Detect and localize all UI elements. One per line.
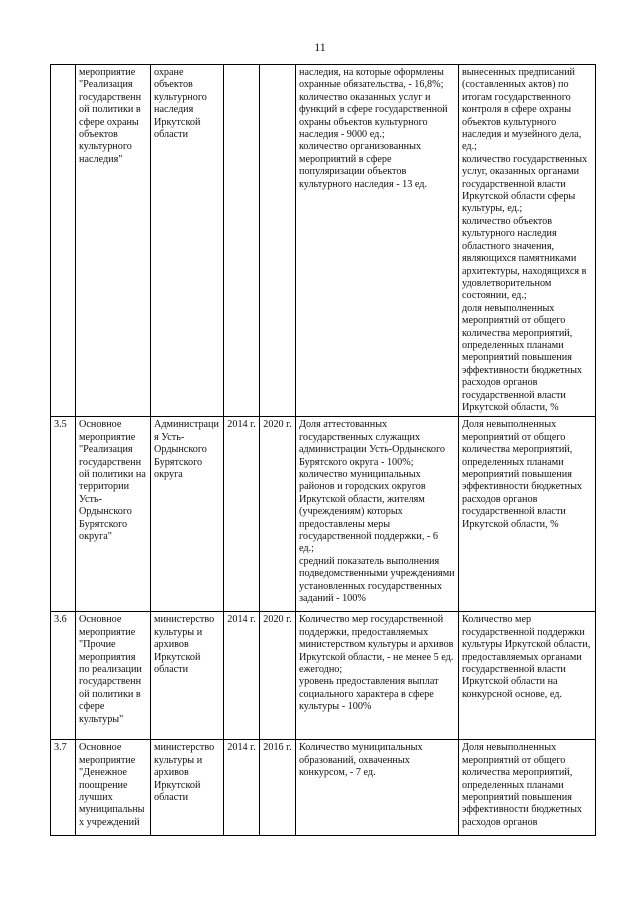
expected-results: Количество мер государственной поддержки, предоставляемых министерством культуры и архивов Иркутской области, - не менее 5 ед. ежегодно; уровень предоставления выплат социального характера в сфере культуры - 100% <box>296 612 459 740</box>
measure-name: Основное мероприятие "Прочие мероприятия по реализации государственн ой политики в сфере культуры" <box>76 612 151 740</box>
table-row <box>51 417 596 612</box>
expected-results: Количество муниципальных образований, охваченных конкурсом, - 7 ед. <box>296 740 459 836</box>
row-number <box>51 65 76 417</box>
start-year: 2014 г. <box>224 740 260 836</box>
measure-name: Основное мероприятие "Денежное поощрение лучших муниципальны х учреждений <box>76 740 151 836</box>
target-indicators: Доля невыполненных мероприятий от общего количества мероприятий, определенных планами мероприятий повышения эффективности бюджетных расходов органов государственной власти Иркутской области, % <box>459 417 596 612</box>
measure-name: Основное мероприятие "Реализация государственн ой политики на территории Усть-Ордынского Бурятского округа" <box>76 417 151 612</box>
row-number: 3.5 <box>51 417 76 612</box>
table-row <box>51 612 596 740</box>
end-year <box>260 65 296 417</box>
start-year: 2014 г. <box>224 417 260 612</box>
executor: министерство культуры и архивов Иркутской области <box>151 740 224 836</box>
start-year <box>224 65 260 417</box>
measure-name: мероприятие "Реализация государственн ой политики в сфере охраны объектов культурного наследия" <box>76 65 151 417</box>
executor: министерство культуры и архивов Иркутской области <box>151 612 224 740</box>
program-measures-table <box>50 64 596 836</box>
target-indicators: вынесенных предписаний (составленных актов) по итогам государственного контроля в сфере охраны объектов культурного наследия и музейного дела, ед.; количество государственных услуг, оказанных органами государственной власти Иркутской области сферы культуры, ед.; количество объектов культурного наследия областного значения, являющихся памятниками архитектуры, находящихся в удовлетворительном состоянии, ед.; доля невыполненных мероприятий от общего количества мероприятий, определенных планами мероприятий повышения эффективности бюджетных расходов органов государственной власти Иркутской области, % <box>459 65 596 417</box>
executor: Администраци я Усть-Ордынского Бурятского округа <box>151 417 224 612</box>
expected-results: наследия, на которые оформлены охранные обязательства, - 16,8%; количество оказанных услуг и функций в сфере государственной охраны объектов культурного наследия - 9000 ед.; количество организованных мероприятий в сфере популяризации объектов культурного наследия - 13 ед. <box>296 65 459 417</box>
start-year: 2014 г. <box>224 612 260 740</box>
target-indicators: Количество мер государственной поддержки культуры Иркутской области, предоставляемых органами государственной власти Иркутской области на конкурсной основе, ед. <box>459 612 596 740</box>
expected-results: Доля аттестованных государственных служащих администрации Усть-Ордынского Бурятского округа - 100%; количество муниципальных районов и городских округов Иркутской области, жителям (учреждениям) которых предоставлены меры государственной поддержки, - 6 ед.; средний показатель выполнения подведомственными учреждениями установленных государственных заданий - 100% <box>296 417 459 612</box>
table-row <box>51 740 596 836</box>
executor: охране объектов культурного наследия Иркутской области <box>151 65 224 417</box>
end-year: 2020 г. <box>260 612 296 740</box>
end-year: 2020 г. <box>260 417 296 612</box>
target-indicators: Доля невыполненных мероприятий от общего количества мероприятий, определенных планами мероприятий повышения эффективности бюджетных расходов органов <box>459 740 596 836</box>
end-year: 2016 г. <box>260 740 296 836</box>
row-number: 3.6 <box>51 612 76 740</box>
table-row <box>51 65 596 417</box>
row-number: 3.7 <box>51 740 76 836</box>
page-number: 11 <box>314 40 326 54</box>
